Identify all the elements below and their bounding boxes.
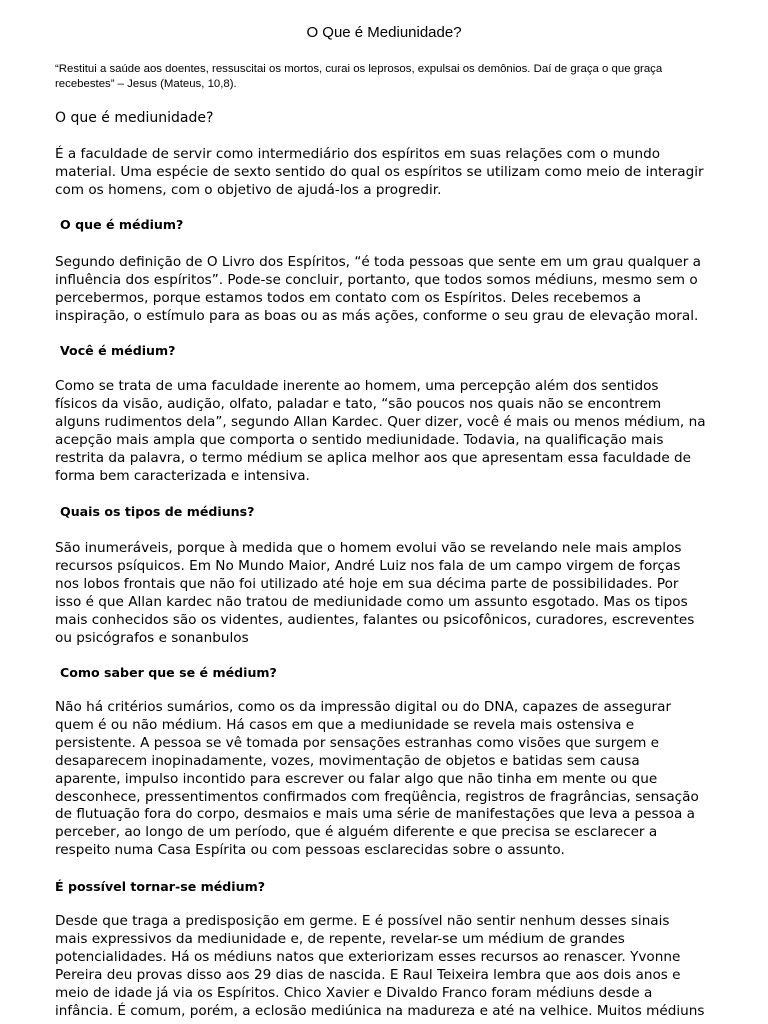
paragraph-como-saber: Não há critérios sumários, como os da impressão digital ou do DNA, capazes de assegurar quem é ou não médium. Há casos em que a mediunidade se revela mais ostensiva e persistente. A pessoa se vê tomada por sensações estranhas como visões que surgem e desaparecem inopinadamente, vozes, movimentação de objetos e batidas sem causa aparente, impulso incontido para escrever ou falar algo que não tinha em mente ou que desconhece, pressentimentos confirmados com freqüência, registros de fragrâncias, sensação de flutuação fora do corpo, desmaios e mais uma série de manifestações que leva a pessoa a perceber, ao longo de um período, que é alguém diferente e que precisa se esclarecer a respeito numa Casa Espírita ou com pessoas esclarecidas sobre o assunto. (55, 699, 699, 859)
paragraph-tornar-se: Desde que traga a predisposição em germe. E é possível não sentir nenhum desses sinais mais expressivos da mediunidade e, de repente, revelar-se um médium de grandes potencialidades. Há os médiuns natos que exteriorizam esses recursos ao renascer. Yvonne Pereira deu provas disso aos 29 dias de nascida. E Raul Teixeira lembra que aos dois anos e meio de idade já via os Espíritos. Chico Xavier e Divaldo Franco foram médiuns desde a infância. É comum, porém, a eclosão mediúnica na madureza e até na velhice. Muitos médiuns (55, 913, 705, 1019)
document-title: O Que é Mediunidade? (306, 24, 462, 41)
paragraph-definition: É a faculdade de servir como intermediário dos espíritos em suas relações com o mundo material. Uma espécie de sexto sentido do qual os espíritos se utilizam como meio de interagir com os homens, com o objetivo de ajudá-los a progredir. (55, 146, 704, 198)
paragraph-voce-medium: Como se trata de uma faculdade inerente ao homem, uma percepção além dos sentidos físicos da visão, audição, olfato, paladar e tato, “são poucos nos quais não se encontrem alguns rudimentos dela”, segundo Allan Kardec. Quer dizer, você é mais ou menos médium, na acepção mais ampla que comporta o sentido mediunidade. Todavia, na qualificação mais restrita da palavra, o termo médium se aplica melhor aos que apresentam essa faculdade de forma bem caracterizada e intensiva. (55, 378, 706, 484)
section-heading-medium: O que é médium? (60, 217, 184, 232)
section-heading-tornar-se: É possível tornar-se médium? (55, 879, 266, 894)
section-heading-tipos: Quais os tipos de médiuns? (60, 504, 255, 519)
section-heading-como-saber: Como saber que se é médium? (60, 665, 277, 680)
main-heading: O que é mediunidade? (55, 110, 214, 126)
paragraph-tipos: São inumeráveis, porque à medida que o homem evolui vão se revelando nele mais amplos recursos psíquicos. Em No Mundo Maior, André Luiz nos fala de um campo virgem de forças nos lobos frontais que não foi utilizado até hoje em sua décima parte de possibilidades. Por isso é que Allan kardec não tratou de mediunidade como um assunto esgotado. Mas os tipos mais conhecidos são os videntes, audientes, falantes ou psicofônicos, curadores, escreventes ou psicógrafos e sonanbulos (55, 540, 695, 646)
paragraph-medium: Segundo definição de O Livro dos Espíritos, “é toda pessoas que sente em um grau qualquer a influência dos espíritos”. Pode-se concluir, portanto, que todos somos médiuns, mesmo sem o percebermos, porque estamos todos em contato com os Espíritos. Deles recebemos a inspiração, o estímulo para as boas ou as más ações, conforme o seu grau de elevação moral. (55, 254, 701, 324)
epigraph-quote: “Restitui a saúde aos doentes, ressuscitai os mortos, curai os leprosos, expulsai os demônios. Daí de graça o que graça recebestes” – Jesus (Mateus, 10,8). (55, 63, 663, 90)
section-heading-voce-medium: Você é médium? (60, 343, 176, 358)
